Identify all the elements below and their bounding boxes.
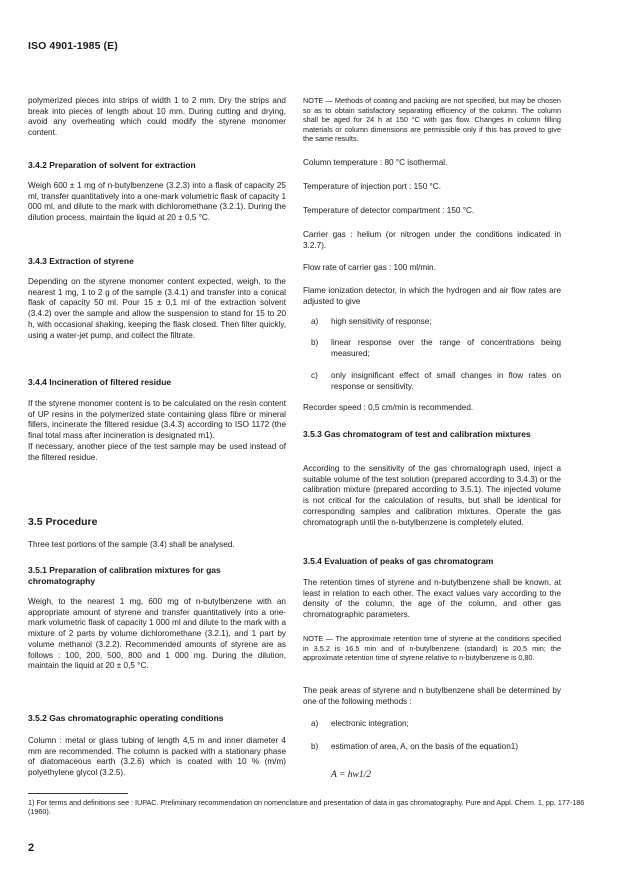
fid-item-b-label: b) bbox=[311, 338, 319, 347]
flow-rate bbox=[303, 263, 561, 274]
standard-header: ISO 4901-1985 (E) bbox=[28, 40, 118, 52]
section-3-4-2-text: Weigh 600 ± 1 mg of n-butylbenzene (3.2.3) into a flask of capacity 25 ml, transfer quantitatively into a one-mark volumetric flask of capacity 1 000 ml, and dilute to the mark with dichloromethane (3.2.1). During the dilution process, maintain the liquid at 20 ± 0,5 °C. bbox=[28, 181, 286, 223]
section-3-5-1 bbox=[28, 565, 286, 587]
fid-item-a bbox=[311, 317, 561, 328]
footnote: 1) For terms and definitions see : IUPAC. Preliminary recommendation on nomenclature and presentation of data in gas chromatography. Pure and Appl. Chem. 1, pp. 177-186 (1960). bbox=[28, 798, 585, 817]
note-retention-time bbox=[303, 634, 561, 663]
method-a-label: a) bbox=[311, 719, 319, 728]
section-3-5-3-text: According to the sensitivity of the gas chromatograph used, inject a suitable volume of the test solution (prepared according to 3.4.3) or the calibration mixture (prepared according to 3.5.1). The injected volume is not critical for the calculation of results, but shall be identical for corresponding samples and calibration mixtures. Operate the gas chromatograph until the n-butylbenzene is completely eluted. bbox=[303, 464, 561, 527]
section-3-4-2-title: 3.4.2 Preparation of solvent for extraction bbox=[28, 160, 196, 170]
section-3-5-4-body bbox=[303, 578, 561, 621]
fid-item-b-text: linear response over the range of concentrations being measured; bbox=[331, 338, 561, 358]
fid-item-a-text: high sensitivity of response; bbox=[331, 317, 432, 326]
section-3-5-4 bbox=[303, 556, 561, 567]
section-3-4-3-text: Depending on the styrene monomer content expected, weigh, to the nearest 1 mg, 1 to 2 g of the sample (3.4.1) and transfer into a conical flask of capacity 50 ml. Pour 15 ± 0,1 ml of the extraction solvent (3.4.2) over the sample and allow the suspension to stand for 15 to 20 h, with occasional shaking, keeping the flask closed. Then filter quickly, using a water-jet pump, and collect the filtrate. bbox=[28, 277, 286, 340]
section-3-5-1-body bbox=[28, 597, 286, 672]
section-3-5-2 bbox=[28, 713, 286, 724]
flow-rate-text: Flow rate of carrier gas : 100 ml/min. bbox=[303, 263, 436, 272]
section-3-4-4-text-2: If necessary, another piece of the test sample may be used instead of the filtered residue. bbox=[28, 442, 286, 462]
flame-ionization-detector bbox=[303, 286, 561, 307]
section-3-4-3-title: 3.4.3 Extraction of styrene bbox=[28, 256, 134, 266]
note-column-coating bbox=[303, 96, 561, 144]
section-3-4-4-extra bbox=[28, 442, 286, 463]
peak-areas bbox=[303, 686, 561, 707]
section-3-5-body bbox=[28, 540, 286, 551]
fid-item-b bbox=[311, 338, 561, 359]
fid-item-a-label: a) bbox=[311, 317, 319, 326]
section-3-4-3 bbox=[28, 256, 286, 267]
section-3-5-4-title: 3.5.4 Evaluation of peaks of gas chromatogram bbox=[303, 556, 494, 566]
page-number: 2 bbox=[28, 842, 35, 854]
area-equation: A = hw1/2 bbox=[331, 770, 372, 780]
equation bbox=[331, 764, 531, 782]
fid-text: Flame ionization detector, in which the hydrogen and air flow rates are adjusted to give bbox=[303, 286, 561, 306]
section-3-5-1-title: 3.5.1 Preparation of calibration mixtures for gas chromatography bbox=[28, 565, 221, 586]
section-3-4-4-title: 3.4.4 Incineration of filtered residue bbox=[28, 377, 172, 387]
injection-temperature bbox=[303, 182, 561, 193]
section-3-5-3-body bbox=[303, 464, 561, 528]
intro-text: polymerized pieces into strips of width 1 to 2 mm. Dry the strips and break into pieces of length about 10 mm. During cutting and drying, avoid any overheating which could modify the styrene monomer content. bbox=[28, 96, 286, 138]
note-2-text: NOTE — The approximate retention time of styrene at the conditions specified in 3.5.2 is 16.5 min and of n-butylbenzene (standard) is 20,5 min; the approximate retention time of styrene relative to n-butylbenzene is 0,80. bbox=[303, 634, 561, 663]
fid-item-c-label: c) bbox=[311, 371, 318, 380]
method-b-label: b) bbox=[311, 742, 319, 751]
recorder-speed-text: Recorder speed : 0,5 cm/min is recommended. bbox=[303, 403, 474, 412]
section-3-4-4-text: If the styrene monomer content is to be calculated on the resin content of UP resins in the polymerized state containing glass fibre or mineral fillers, incinerate the filtered residue (3.4.3) according to ISO 1172 (the final total mass after incineration is designated m1). bbox=[28, 399, 286, 441]
fid-item-c-text: only insignificant effect of small changes in flow rates on response or sensitivity. bbox=[331, 371, 561, 391]
method-a-text: electronic integration; bbox=[331, 719, 409, 728]
section-3-5-2-title: 3.5.2 Gas chromatographic operating conditions bbox=[28, 713, 224, 723]
recorder-speed bbox=[303, 403, 561, 414]
carrier-gas-text: Carrier gas : helium (or nitrogen under the conditions indicated in 3.2.7). bbox=[303, 230, 561, 250]
section-3-5-3-title: 3.5.3 Gas chromatogram of test and calibration mixtures bbox=[303, 429, 531, 439]
method-b bbox=[311, 742, 561, 753]
section-3-5-title: 3.5 Procedure bbox=[28, 516, 98, 528]
section-3-4-4 bbox=[28, 377, 286, 388]
method-a bbox=[311, 719, 561, 730]
injection-temperature-text: Temperature of injection port : 150 °C. bbox=[303, 182, 441, 191]
detector-temperature bbox=[303, 206, 561, 217]
fid-item-c bbox=[311, 371, 561, 392]
method-b-text: estimation of area, A, on the basis of the equation1) bbox=[331, 742, 519, 751]
section-3-4-2 bbox=[28, 160, 286, 171]
carrier-gas bbox=[303, 230, 561, 251]
section-3-5-3 bbox=[303, 429, 561, 440]
note-1-text: NOTE — Methods of coating and packing are not specified, but may be chosen so as to obtain satisfactory separating efficiency of the column. The column shall be aged for 24 h at 150 °C with gas flow. Changes in column filling materials or column dimensions are permissible only if this has proved to give the same results. bbox=[303, 96, 561, 144]
intro-paragraph bbox=[28, 96, 286, 139]
section-3-5 bbox=[28, 516, 286, 528]
section-3-4-2-body bbox=[28, 181, 286, 224]
column-temperature bbox=[303, 158, 561, 169]
column-temperature-text: Column temperature : 80 °C isothermal. bbox=[303, 158, 448, 167]
section-3-4-3-body bbox=[28, 277, 286, 341]
footnote-rule bbox=[28, 793, 128, 794]
detector-temperature-text: Temperature of detector compartment : 150 °C. bbox=[303, 206, 475, 215]
section-3-5-text: Three test portions of the sample (3.4) shall be analysed. bbox=[28, 540, 235, 549]
section-3-4-4-body bbox=[28, 399, 286, 442]
section-3-5-1-text: Weigh, to the nearest 1 mg, 600 mg of n-butylbenzene with an appropriate amount of styrene and transfer quantitatively into a one-mark volumetric flask of capacity 1 000 ml and dilute to the mark with a mixture of 2 parts by volume dichloromethane (3.2.1), and 1 part by volume methanol (3.2.2). Recommended amounts of styrene are as follows : 100, 200, 500, 800 and 1 000 mg. During the dilution, maintain the liquid at 20 ± 0,5 °C. bbox=[28, 597, 286, 671]
section-3-5-2-text: Column : metal or glass tubing of length 4,5 m and inner diameter 4 mm are recommended. The column is packed with a stationary phase of diatomaceous earth (3.2.6) which is coated with 10 % (m/m) polyethylene glycol (3.2.5). bbox=[28, 736, 286, 778]
peak-areas-text: The peak areas of styrene and n butylbenzene shall be determined by one of the following methods : bbox=[303, 686, 561, 706]
section-3-5-2-body bbox=[28, 736, 286, 779]
section-3-5-4-text: The retention times of styrene and n-butylbenzene shall be known, at least in relation to each other. The exact values vary according to the density of the column, the age of the column, and other gas chromatographic parameters. bbox=[303, 578, 561, 620]
